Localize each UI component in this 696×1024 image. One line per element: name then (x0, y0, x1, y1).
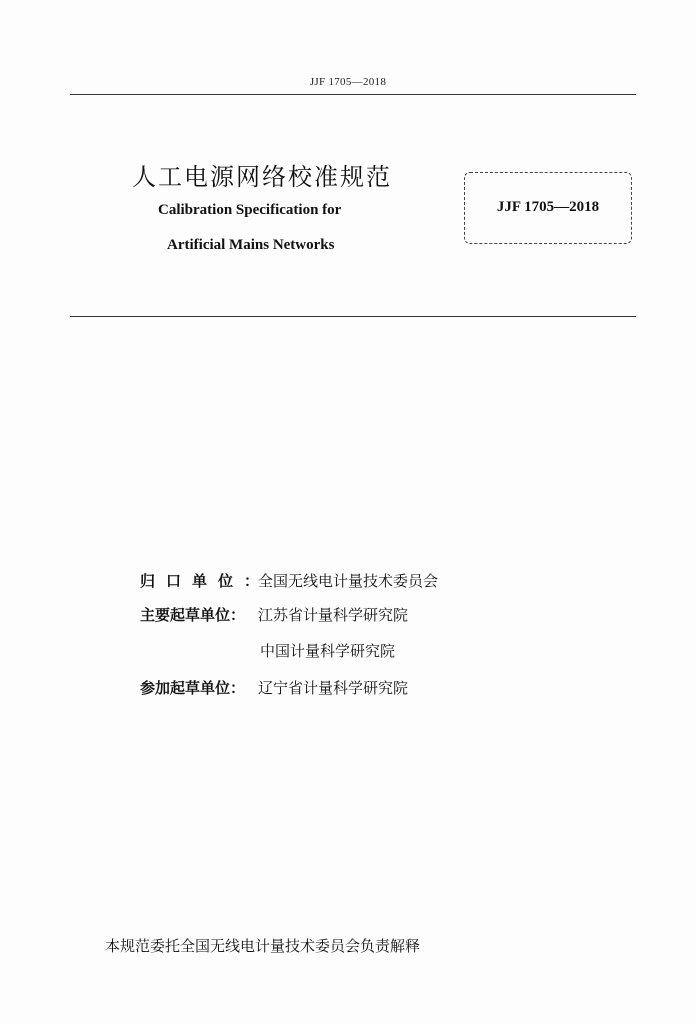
title-english-line2: Artificial Mains Networks (167, 237, 335, 253)
info-value-responsible: 全国无线电计量技术委员会 (258, 572, 439, 590)
info-label-responsible: 归口单位： (140, 572, 271, 590)
title-english-line1: Calibration Specification for (158, 202, 342, 218)
info-row-responsible (140, 570, 438, 591)
info-value-main-drafter: 江苏省计量科学研究院 (258, 606, 409, 624)
header-rule (70, 94, 636, 95)
info-value-main-drafter-2: 中国计量科学研究院 (260, 642, 396, 660)
standard-code-box-text: JJF 1705—2018 (496, 199, 600, 215)
info-value-participating-drafter: 辽宁省计量科学研究院 (258, 679, 409, 697)
info-row-participating-drafter (140, 677, 408, 698)
title-chinese: 人工电源网络校准规范 (132, 163, 392, 191)
title-divider-rule (70, 316, 636, 317)
info-label-main-drafter: 主要起草单位： (140, 606, 246, 624)
footer-interpretation-note: 本规范委托全国无线电计量技术委员会负责解释 (105, 937, 421, 955)
info-row-main-drafter (140, 604, 408, 625)
header-standard-code: JJF 1705—2018 (309, 76, 387, 88)
info-label-participating-drafter: 参加起草单位： (140, 679, 246, 697)
